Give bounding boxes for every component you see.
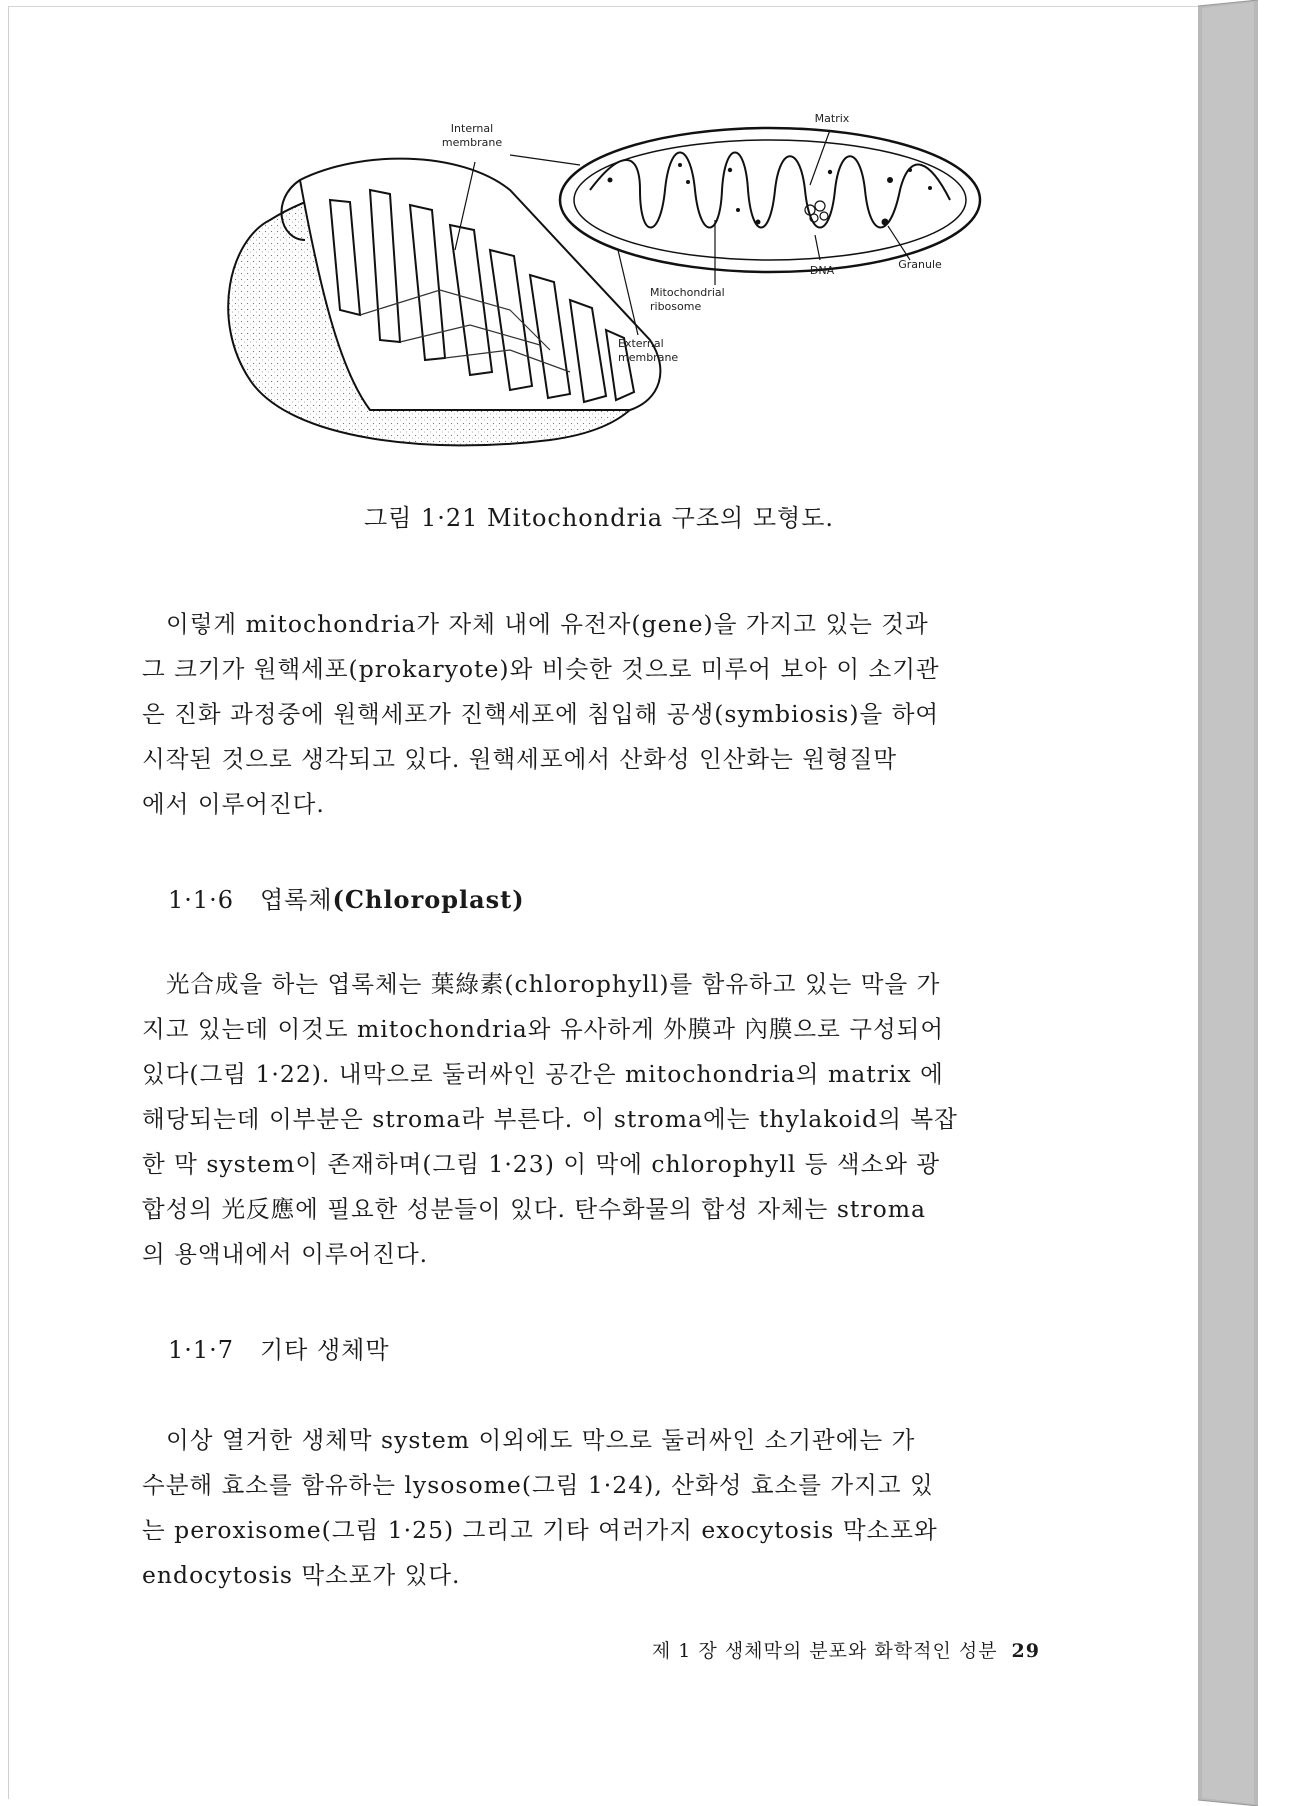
label-external-membrane-1: External [618,337,664,350]
figure-caption: 그림 1·21 Mitochondria 구조의 모형도. [363,504,835,532]
label-matrix: Matrix [814,112,850,125]
paragraph-line: 수분해 효소를 함유하는 lysosome(그림 1·24), 산화성 효소를 가지고 있 [142,1471,934,1499]
paragraph-line: 에서 이루어진다. [142,790,325,818]
section-heading-chloroplast [168,880,525,915]
paragraph-line: 있다(그림 1·22). 내막으로 둘러싸인 공간은 mitochondria의 matrix 에 [142,1060,944,1088]
page-number: 29 [1011,1640,1040,1662]
paragraph-line: 光合成을 하는 엽록체는 葉綠素(chlorophyll)를 함유하고 있는 막을 가 [166,970,941,998]
paragraph-other-membranes [142,1418,1067,1598]
paragraph-line: 의 용액내에서 이루어진다. [142,1240,429,1268]
label-granule: Granule [898,258,942,271]
paragraph-line: 는 peroxisome(그림 1·25) 그리고 기타 여러가지 exocytosis 막소포와 [142,1516,938,1544]
paragraph-line: endocytosis 막소포가 있다. [142,1561,461,1589]
paragraph-line: 해당되는데 이부분은 stroma라 부른다. 이 stroma에는 thylakoid의 복잡 [142,1105,958,1133]
footer-chapter: 제 1 장 생체막의 분포와 화학적인 성분 [651,1640,998,1662]
section-title-en: (Chloroplast) [332,885,525,914]
paragraph-mitochondria [142,602,1067,827]
mitochondrion-cross-section [560,128,980,272]
paragraph-line: 한 막 system이 존재하며(그림 1·23) 이 막에 chlorophyll 등 색소와 광 [142,1150,941,1178]
paragraph-line: 그 크기가 원핵세포(prokaryote)와 비슷한 것으로 미루어 보아 이 소기관 [142,655,940,683]
section-heading-other-membranes [168,1330,390,1365]
paragraph-line: 이렇게 mitochondria가 자체 내에 유전자(gene)을 가지고 있는 것과 [166,610,929,638]
label-external-membrane-2: membrane [618,351,679,364]
paragraph-chloroplast [142,962,1067,1277]
section-number: 1·1·7 [168,1336,235,1364]
label-mitochondrial-ribosome-2: ribosome [650,300,702,313]
mitochondria-figure [210,110,990,490]
page-stack-edge [1198,0,1292,1806]
section-title: 기타 생체막 [259,1336,390,1364]
mitochondria-diagram [210,110,990,490]
section-number: 1·1·6 [168,886,235,914]
label-internal-membrane-2: membrane [441,136,503,149]
paragraph-line: 이상 열거한 생체막 system 이외에도 막으로 둘러싸인 소기관에는 가 [166,1426,916,1454]
paragraph-line: 시작된 것으로 생각되고 있다. 원핵세포에서 산화성 인산화는 원형질막 [142,745,898,773]
paragraph-line: 은 진화 과정중에 원핵세포가 진핵세포에 침입해 공생(symbiosis)을 하여 [142,700,940,728]
paragraph-line: 합성의 光反應에 필요한 성분들이 있다. 탄수화물의 합성 자체는 stroma [142,1195,927,1223]
page-footer [560,1636,1040,1663]
section-title-ko: 엽록체 [259,886,333,914]
label-dna: DNA [809,264,835,277]
paragraph-line: 지고 있는데 이것도 mitochondria와 유사하게 外膜과 內膜으로 구성되어 [142,1015,945,1043]
label-internal-membrane-1: Internal [450,122,494,135]
label-mitochondrial-ribosome-1: Mitochondrial [650,286,725,299]
